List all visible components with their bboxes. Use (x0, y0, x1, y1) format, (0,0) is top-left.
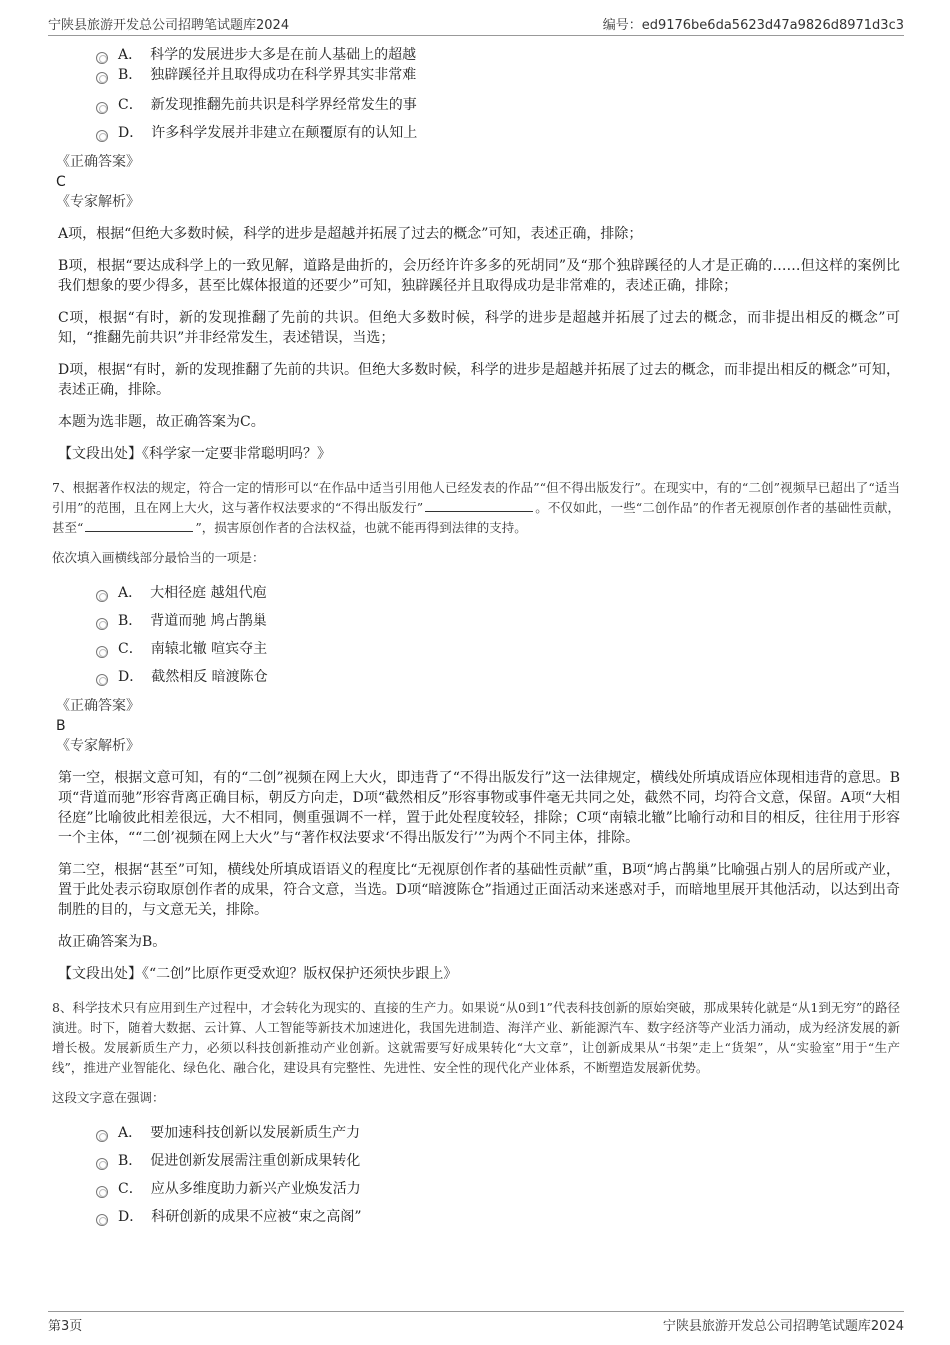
q8-option-a[interactable]: A． 要加速科技创新以发展新质生产力 (56, 1122, 900, 1150)
page-header (48, 14, 904, 36)
radio-icon[interactable] (96, 1186, 108, 1198)
analysis-label: 《专家解析》 (56, 738, 140, 754)
header-title: 宁陕县旅游开发总公司招聘笔试题库2024 (48, 18, 290, 33)
analysis-paragraph: 第一空，根据文意可知，有的“二创”视频在网上大火，即违背了“不得出版发行”这一法律规定，横线处所填成语应体现相违背的意思。B项“背道而驰”形容背离正确目标，朝反方向走，D项“截然相反”形容事物或事件毫无共同之处，截然不同，均符合文意，保留。A项“大相径庭”比喻彼此相差很远，大不相同，侧重强调不一样，置于此处程度较轻，排除；C项“南辕北辙”比喻行动和目的相反，往往用于形容一个主体，““二创’视频在网上大火”与“著作权法要求‘不得出版发行’”为两个不同主体，排除。 (58, 770, 900, 846)
q8-prompt: 这段文字意在强调： (52, 1090, 165, 1105)
q6-options (56, 44, 900, 150)
correct-answer: B (56, 718, 66, 734)
analysis-conclusion: 故正确答案为B。 (58, 934, 167, 950)
q8-stem: 8、科学技术只有应用到生产过程中，才会转化为现实的、直接的生产力。如果说“从0到1”代表科技创新的原始突破，那成果转化就是“从1到无穷”的路径演进。时下，随着大数据、云计算、人工智能等新技术加速进化，我国先进制造、海洋产业、新能源汽车、数字经济等产业活力涌动，成为经济发展的新增长极。发展新质生产力，必须以科技创新推动产业创新。这就需要写好成果转化“大文章”，让创新成果从“书架”走上“货架”，从“实验室”用于“生产线”，推进产业智能化、绿色化、融合化，建设具有完整性、先进性、安全性的现代化产业体系，不断塑造发展新优势。 (52, 1000, 900, 1075)
analysis-paragraph: 第二空，根据“甚至”可知，横线处所填成语语义的程度比“无视原创作者的基础性贡献”重，B项“鸠占鹊巢”比喻强占别人的居所或产业，置于此处表示窃取原创作者的成果，符合文意，当选。D项“暗渡陈仓”指通过正面活动来迷惑对手，而暗地里展开其他活动，以达到出奇制胜的目的，与文意无关，排除。 (58, 862, 900, 918)
q7-prompt: 依次填入画横线部分最恰当的一项是： (52, 550, 265, 565)
page-number: 第3页 (48, 1319, 83, 1334)
q8-option-c[interactable]: C． 应从多维度助力新兴产业焕发活力 (56, 1178, 900, 1206)
document-code: 编号：ed9176be6da5623d47a9826d8971d3c3 (602, 18, 904, 33)
q7-option-c[interactable]: C． 南辕北辙 喧宾夺主 (56, 638, 900, 666)
radio-icon[interactable] (96, 1158, 108, 1170)
analysis-paragraph: C项，根据“有时，新的发现推翻了先前的共识。但绝大多数时候，科学的进步是超越并拓展了过去的概念，而非提出相反的概念”可知，“推翻先前共识”并非经常发生，表述错误，当选； (58, 310, 900, 346)
fill-blank-1 (425, 498, 533, 512)
radio-icon[interactable] (96, 674, 108, 686)
correct-answer: C (56, 174, 66, 190)
q7-options (56, 582, 900, 694)
q8-option-b[interactable]: B． 促进创新发展需注重创新成果转化 (56, 1150, 900, 1178)
q7-option-a[interactable]: A． 大相径庭 越俎代庖 (56, 582, 900, 610)
radio-icon[interactable] (96, 1130, 108, 1142)
radio-icon[interactable] (96, 72, 108, 84)
analysis-conclusion: 本题为选非题，故正确答案为C。 (58, 414, 265, 430)
q7-stem: 7、根据著作权法的规定，符合一定的情形可以“在作品中适当引用他人已经发表的作品”“但不得出版发行”。在现实中，有的“二创”视频早已超出了“适当引用”的范围，且在网上大火，这与著作权法要求的“不得出版发行” 。不仅如此，一些“二创作品”的作者无视原创作者的基础性贡献，甚至“ ”，损害原创作者的合法权益，也就不能再得到法律的支持。 (52, 480, 900, 535)
radio-icon[interactable] (96, 618, 108, 630)
q8-options (56, 1122, 900, 1234)
q7-option-d[interactable]: D． 截然相反 暗渡陈仓 (56, 666, 900, 694)
radio-icon[interactable] (96, 646, 108, 658)
q6-option-a[interactable]: A． 科学的发展进步大多是在前人基础上的超越 (56, 44, 900, 72)
radio-icon[interactable] (96, 1214, 108, 1226)
analysis-paragraph: D项，根据“有时，新的发现推翻了先前的共识。但绝大多数时候，科学的进步是超越并拓展了过去的概念，而非提出相反的概念”可知，表述正确，排除。 (58, 362, 900, 398)
page-footer (48, 1311, 904, 1333)
radio-icon[interactable] (96, 102, 108, 114)
radio-icon[interactable] (96, 590, 108, 602)
q6-option-b[interactable]: B． 独辟蹊径并且取得成功在科学界其实非常难 (56, 64, 900, 92)
q8-option-d[interactable]: D． 科研创新的成果不应被“束之高阁” (56, 1206, 900, 1234)
radio-icon[interactable] (96, 130, 108, 142)
fill-blank-2 (85, 518, 193, 532)
radio-icon[interactable] (96, 52, 108, 64)
analysis-paragraph: B项，根据“要达成科学上的一致见解，道路是曲折的，会历经许许多多的死胡同”及“那个独辟蹊径的人才是正确的……但这样的案例比我们想象的要少得多，甚至比媒体报道的还要少”可知，独辟蹊径并且取得成功是非常难的，表述正确，排除； (58, 258, 900, 294)
analysis-label: 《专家解析》 (56, 194, 140, 210)
q6-option-d[interactable]: D． 许多科学发展并非建立在颠覆原有的认知上 (56, 122, 900, 150)
analysis-paragraph: A项，根据“但绝大多数时候，科学的进步是超越并拓展了过去的概念”可知，表述正确，排除； (58, 226, 643, 242)
answer-label: 《正确答案》 (56, 154, 140, 170)
q7-option-b[interactable]: B． 背道而驰 鸠占鹊巢 (56, 610, 900, 638)
footer-title: 宁陕县旅游开发总公司招聘笔试题库2024 (662, 1319, 904, 1334)
page-content (52, 44, 900, 1234)
source-citation: 【文段出处】《“二创”比原作更受欢迎？版权保护还须快步跟上》 (58, 966, 458, 982)
q6-option-c[interactable]: C． 新发现推翻先前共识是科学界经常发生的事 (56, 94, 900, 122)
answer-label: 《正确答案》 (56, 698, 140, 714)
source-citation: 【文段出处】《科学家一定要非常聪明吗？》 (58, 446, 331, 462)
